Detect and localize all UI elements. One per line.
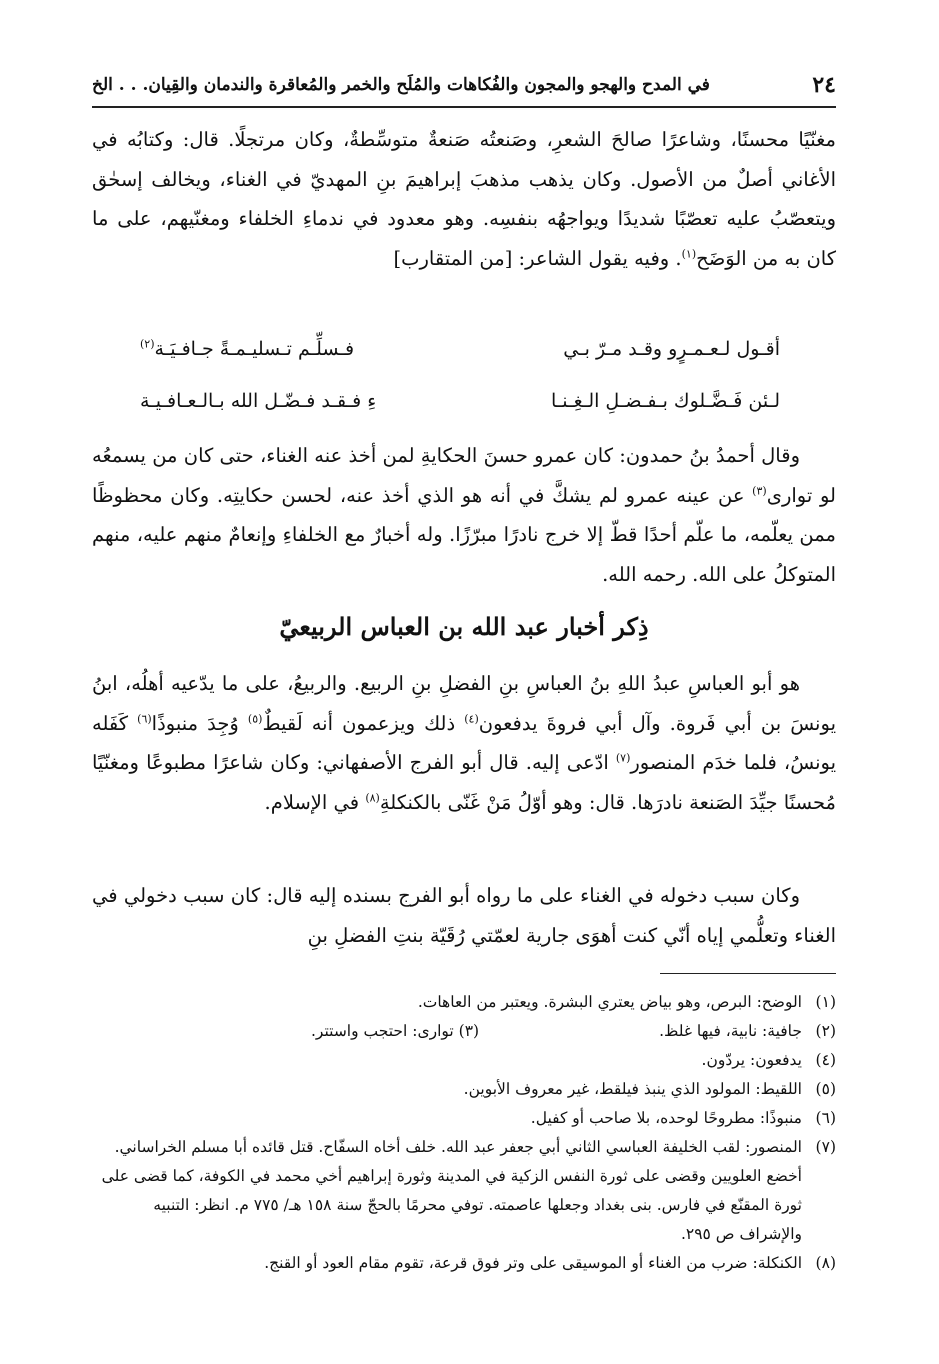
poem-hemistich-text: فـسلِّـم تـسليـمـةً جـافـيَـة (154, 338, 355, 360)
paragraph-2-text-b: عن عينه عمرو لم يشكَّ في أنه هو الذي أخذ عنه، لحسن حكايتِه. وكان محظوظًا ممن يعلّمه، ما علّم أحدًا قطّ إلا خرج نادرًا مبرّزًا. وله أخبارٌ مع الخلفاءِ وإنعامٌ منهم عليه، منهم المتوكلُ على الله. رحمه الله. (92, 483, 836, 586)
page-header (92, 70, 836, 108)
footnote-4 (92, 1046, 836, 1075)
paragraph-3-text-b: ذلك ويزعمون أنه لَقيطٌ (262, 711, 465, 735)
paragraph-1-text: مغنّيًا محسنًا، وشاعرًا صالحَ الشعرِ، وصَنعتُه صَنعةٌ متوسِّطةٌ، وكان مرتجلًا. قال: وكتابُه في الأغاني أصلٌ من الأصول. وكان يذهب مذهبَ إبراهيمَ بنِ المهديّ في الغناء، ويخالف إسحٰق ويتعصّبُ عليه تعصّبًا شديدًا ويواجهُه بنفسِه. وهو معدود في ندماءِ الخلفاء ومغنّيهم، على ما كان به من الوَضَح (92, 128, 836, 270)
poem-hemistich-first: أقـول لـعـمـرٍو وقـد مـرّ بـي (563, 338, 780, 360)
poem-hemistich-first: لـئن فَـضَّـلوك بـفـضـلِ الـغِـنـا (550, 390, 780, 412)
paragraph-4: وكان سبب دخوله في الغناء على ما رواه أبو الفرج بسنده إليه قال: كان سبب دخولي في الغناء وتعلُّمي إياه أنّي كنت أهوَى جارية لعمّتي رُقَيّة بنتِ الفضلِ بنِ (92, 884, 836, 947)
paragraph-3-text-f: في الإسلام. (264, 790, 366, 814)
footnote-number: (٧) (815, 1138, 836, 1156)
footnote-ref-8: (٨) (365, 791, 380, 804)
page-number: ٢٤ (812, 72, 836, 98)
footnote-6 (92, 1104, 836, 1133)
footnote-separator (660, 973, 836, 974)
footnote-text: يدفعون: يردّون. (701, 1051, 802, 1069)
footnote-2 (92, 1017, 836, 1046)
footnote-number: (١) (815, 993, 836, 1011)
paragraph-3-text-e: ادّعى إليه. قال أبو الفرج الأصفهاني: وكان شاعرًا مطبوعًا ومغنّيًا مُحسنًا جيِّدَ الصَنعة نادرَها. قال: وهو أوّلُ مَنْ غَنّى بالكنكلةِ (92, 751, 836, 814)
poem-line (140, 338, 780, 390)
footnote-number: (٤) (815, 1051, 836, 1069)
footnote-number: (٣) (458, 1022, 480, 1040)
footnote-text: جافية: نابية، فيها غلظ. (659, 1022, 802, 1040)
footnote-3 (311, 1022, 479, 1040)
footnote-5 (92, 1075, 836, 1104)
footnote-number: (٥) (815, 1080, 836, 1098)
footnote-ref-7: (٧) (615, 751, 631, 765)
footnote-7 (92, 1133, 836, 1249)
footnote-text: منبوذًا: مطروحًا لوحده، بلا صاحب أو كفيل. (530, 1109, 802, 1127)
footnote-text: الوضح: البرص، وهو بياض يعتري البشرة. ويعتبر من العاهات. (417, 993, 802, 1011)
footnote-text: اللقيط: المولود الذي ينبذ فيلقط، غير معروف الأبوين. (463, 1080, 802, 1098)
paragraph-3 (92, 664, 836, 822)
paragraph-1-end: . وفيه يقول الشاعر: [من المتقارب] (393, 246, 682, 270)
poem-line (140, 390, 780, 442)
paragraph-3-text-c: وُجِدَ منبوذًا (151, 711, 248, 735)
footnote-number: (٢) (815, 1022, 836, 1040)
poem (140, 338, 780, 442)
poem-hemistich-second: ءِ فـقـد فـضّـل الله بـالـعـافـيـة (140, 390, 377, 412)
paragraph-3-text-a: هو أبو العباسِ عبدُ اللهِ بنُ العباسِ بنِ الفضلِ بنِ الربيع. والربيعُ، على ما يدّعيه أهلُه، ابنُ يونسَ بن أبي فَروة. وآل أبي فروةَ يدفعون (92, 672, 836, 735)
paragraph-2 (92, 436, 836, 594)
footnote-text: الكنكلة: ضرب من الغناء أو الموسيقى على وتر فوق قرعة، تقوم مقام العود أو القنج. (264, 1254, 802, 1272)
footnote-ref-4: (٤) (464, 712, 479, 725)
paragraph-3-text-d: كَفَله يونسُ، فلما خدَم المنصور (92, 711, 836, 774)
paragraph-1 (92, 120, 836, 278)
footnote-ref-6: (٦) (137, 712, 152, 725)
footnote-ref-1: (١) (681, 247, 697, 260)
running-title: في المدح والهجو والمجون والفُكاهات والمُلَح والخمر والمُعاقرة والندمان والقِيان. . . الخ (92, 75, 710, 95)
footnote-ref-2: (٢) (140, 337, 155, 351)
section-heading: ذِكر أخبار عبد الله بن العباس الربيعيّ (279, 612, 649, 641)
footnote-number: (٨) (815, 1254, 836, 1272)
footnote-ref-3: (٣) (752, 484, 767, 497)
footnote-number: (٦) (815, 1109, 836, 1127)
footnotes (92, 988, 836, 1278)
poem-hemistich-second (140, 338, 354, 360)
footnote-ref-5: (٥) (247, 712, 263, 725)
paragraph-2-text-a: وقال أحمدُ بنُ حمدون: كان عمرو حسنَ الحكايةِ لمن أخذ عنه الغناء، حتى كان من يسمعُه لو توارى (92, 444, 836, 507)
footnote-1 (92, 988, 836, 1017)
footnote-8 (92, 1249, 836, 1278)
footnote-text: المنصور: لقب الخليفة العباسي الثاني أبي جعفر عبد الله. خلف أخاه السفّاح. قتل قائده أبا مسلم الخراساني. أخضع العلويين وقضى على ثورة النفس الزكية في المدينة وثورة إبراهيم أخي محمد في الكوفة، كما قضى على ثورة المقنّع في فارس. بنى بغداد وجعلها عاصمته. توفي محرمًا بالحجّ سنة ١٥٨ هـ/ ٧٧٥ م. انظر: التنبيه والإشراف ص ٢٩٥. (101, 1138, 802, 1243)
footnote-text: توارى: احتجب واستتر. (310, 1022, 454, 1040)
